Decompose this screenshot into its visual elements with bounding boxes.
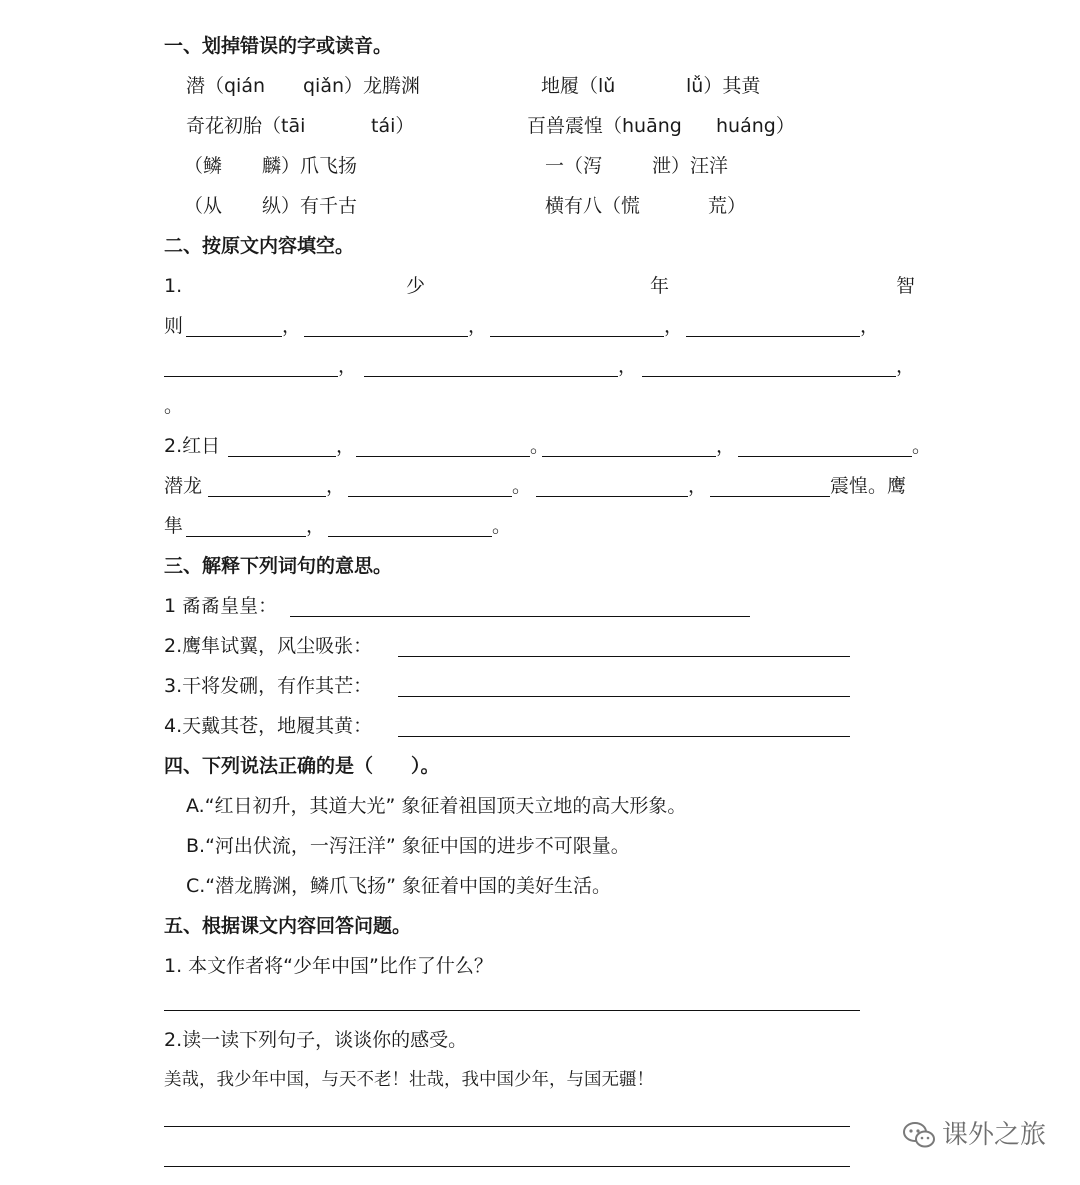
blank-line[interactable]: [686, 336, 860, 337]
s1-r2-c3: 百兽震惶（huāng: [527, 115, 682, 137]
period: 。: [912, 435, 932, 457]
blank-line[interactable]: [228, 456, 336, 457]
s1-r4-c1: （从: [184, 195, 223, 217]
s3-item-3: 3.干将发硎，有作其芒：: [164, 675, 373, 697]
s1-r3-c3: 一（泻: [545, 155, 603, 177]
s2-q1-number: 1.: [164, 275, 183, 297]
comma: ，: [306, 515, 326, 537]
s1-r4-c4: 荒）: [708, 195, 747, 217]
s2-q1-char-zhi: 智: [896, 275, 916, 297]
comma: ，: [860, 315, 880, 337]
s5-question-2: 2.读一读下列句子，谈谈你的感受。: [164, 1029, 468, 1051]
s1-r4-c2: 纵）有千古: [262, 195, 358, 217]
answer-line[interactable]: [398, 736, 850, 737]
blank-line[interactable]: [164, 376, 338, 377]
s5-quote: 美哉，我少年中国，与天不老！壮哉，我中国少年，与国无疆！: [164, 1070, 654, 1090]
s5-question-1: 1. 本文作者将“少年中国”比作了什么？: [164, 955, 493, 977]
answer-line[interactable]: [398, 696, 850, 697]
s1-r1-c1: 潜（qián: [186, 75, 266, 97]
answer-line[interactable]: [164, 1166, 850, 1167]
comma: ，: [896, 355, 916, 377]
s2-q2-start: 2.红日: [164, 435, 221, 457]
comma: ，: [468, 315, 488, 337]
s2-q1-char-nian: 年: [650, 275, 670, 297]
watermark: [902, 1118, 1046, 1152]
section-4-title: 四、下列说法正确的是（ ）。: [164, 755, 440, 777]
blank-line[interactable]: [328, 536, 492, 537]
answer-line[interactable]: [290, 616, 750, 617]
blank-line[interactable]: [208, 496, 326, 497]
comma: ，: [688, 475, 708, 497]
s1-r3-c4: 泄）汪洋: [652, 155, 729, 177]
comma: ，: [336, 435, 356, 457]
s4-option-c[interactable]: C.“潜龙腾渊，鳞爪飞扬” 象征着中国的美好生活。: [186, 875, 612, 897]
blank-line[interactable]: [642, 376, 896, 377]
blank-line[interactable]: [348, 496, 512, 497]
comma: ，: [618, 355, 638, 377]
blank-line[interactable]: [304, 336, 468, 337]
period: 。: [492, 515, 512, 537]
s1-r4-c3: 横有八（慌: [545, 195, 641, 217]
s2-q1-char-ze: 则: [164, 315, 184, 337]
s1-r2-c4: huáng）: [716, 115, 795, 137]
s1-r1-c2: qiǎn）龙腾渊: [303, 75, 421, 97]
blank-line[interactable]: [186, 536, 306, 537]
s1-r3-c2: 麟）爪飞扬: [262, 155, 358, 177]
s4-option-b[interactable]: B.“河出伏流，一泻汪洋” 象征中国的进步不可限量。: [186, 835, 630, 857]
s4-option-a[interactable]: A.“红日初升，其道大光” 象征着祖国顶天立地的高大形象。: [186, 795, 687, 817]
comma: ，: [338, 355, 358, 377]
blank-line[interactable]: [710, 496, 830, 497]
blank-line[interactable]: [356, 456, 530, 457]
comma: ，: [282, 315, 302, 337]
s2-q2-sun: 隼: [164, 515, 184, 537]
answer-line[interactable]: [164, 1010, 860, 1011]
section-1-title: 一、划掉错误的字或读音。: [164, 35, 393, 57]
s2-q2-mid: 潜龙: [164, 475, 203, 497]
section-2-title: 二、按原文内容填空。: [164, 235, 355, 257]
period: 。: [164, 395, 184, 417]
s3-item-2: 2.鹰隼试翼，风尘吸张：: [164, 635, 373, 657]
period: 。: [530, 435, 550, 457]
s1-r3-c1: （鳞: [184, 155, 223, 177]
watermark-text: 课外之旅: [941, 1120, 1046, 1150]
s2-q2-zhen: 震惶。鹰: [830, 475, 907, 497]
section-3-title: 三、解释下列词句的意思。: [164, 555, 393, 577]
comma: ，: [716, 435, 736, 457]
s1-r1-c3: 地履（lǔ: [541, 75, 616, 97]
period: 。: [512, 475, 532, 497]
blank-line[interactable]: [364, 376, 618, 377]
s3-item-1: 1 矞矞皇皇：: [164, 595, 278, 617]
s1-r1-c4: lǚ）其黄: [686, 75, 761, 97]
answer-line[interactable]: [398, 656, 850, 657]
blank-line[interactable]: [536, 496, 688, 497]
blank-line[interactable]: [490, 336, 664, 337]
blank-line[interactable]: [186, 336, 282, 337]
s1-r2-c2: tái）: [371, 115, 415, 137]
s2-q1-char-shao: 少: [406, 275, 426, 297]
comma: ，: [326, 475, 346, 497]
blank-line[interactable]: [738, 456, 912, 457]
s3-item-4: 4.天戴其苍，地履其黄：: [164, 715, 373, 737]
answer-line[interactable]: [164, 1126, 850, 1127]
wechat-icon: [902, 1120, 936, 1150]
blank-line[interactable]: [542, 456, 716, 457]
s1-r2-c1: 奇花初胎（tāi: [186, 115, 306, 137]
section-5-title: 五、根据课文内容回答问题。: [164, 915, 412, 937]
comma: ，: [664, 315, 684, 337]
